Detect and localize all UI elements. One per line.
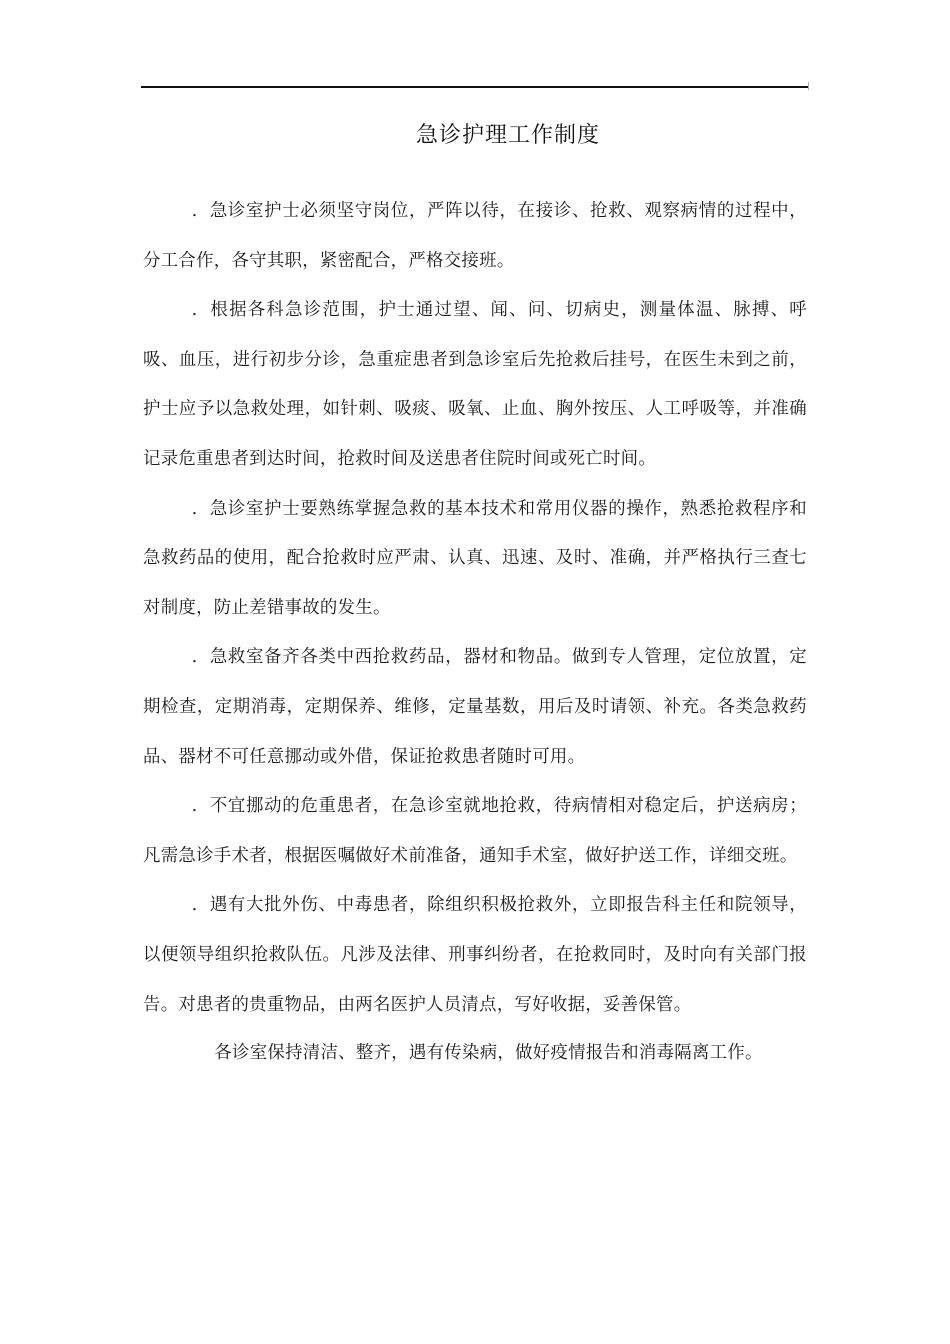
paragraph-4: ．急救室备齐各类中西抢救药品，器材和物品。做到专人管理，定位放置，定期检查，定期消毒，定期保养、维修，定量基数，用后及时请领、补充。各类急救药品、器材不可任意挪动或外借，保证抢救患者随时可用。 bbox=[143, 647, 807, 767]
header-rule bbox=[141, 86, 809, 88]
paragraph-2: ．根据各科急诊范围，护士通过望、闻、问、切病史，测量体温、脉搏、呼吸、血压，进行初步分诊，急重症患者到急诊室后先抢救后挂号，在医生未到之前，护士应予以急救处理，如针刺、吸痰、吸氧、止血、胸外按压、人工呼吸等，并准确记录危重患者到达时间，抢救时间及送患者住院时间或死亡时间。 bbox=[143, 300, 807, 469]
paragraph-3: ．急诊室护士要熟练掌握急救的基本技术和常用仪器的操作，熟悉抢救程序和急救药品的使用，配合抢救时应严肃、认真、迅速、及时、准确，并严格执行三查七对制度，防止差错事故的发生。 bbox=[143, 498, 807, 618]
paragraph-6: ．遇有大批外伤、中毒患者，除组织积极抢救外，立即报告科主任和院领导，以便领导组织抢救队伍。凡涉及法律、刑事纠纷者，在抢救同时，及时向有关部门报告。对患者的贵重物品，由两名医护人员清点，写好收据，妥善保管。 bbox=[143, 895, 807, 1015]
document-body bbox=[143, 187, 807, 1079]
paragraph-7: 各诊室保持清洁、整齐，遇有传染病，做好疫情报告和消毒隔离工作。 bbox=[214, 1043, 763, 1064]
document-title: 急诊护理工作制度 bbox=[415, 123, 600, 148]
header-rule-tick bbox=[808, 82, 809, 90]
paragraph-5: ．不宜挪动的危重患者，在急诊室就地抢救，待病情相对稳定后，护送病房；凡需急诊手术者，根据医嘱做好术前准备，通知手术室，做好护送工作，详细交班。 bbox=[143, 796, 807, 866]
paragraph-1: ．急诊室护士必须坚守岗位，严阵以待，在接诊、抢救、观察病情的过程中，分工合作，各守其职，紧密配合，严格交接班。 bbox=[143, 201, 807, 271]
